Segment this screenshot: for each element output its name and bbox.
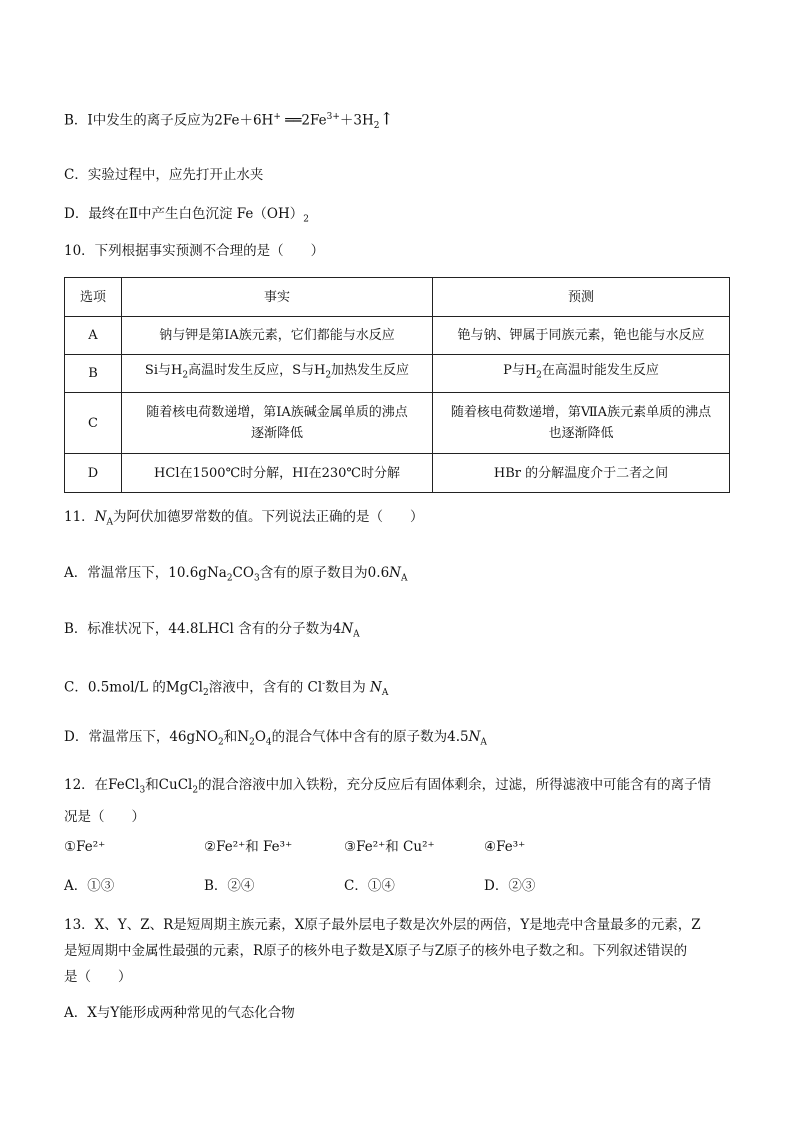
row-option: C (65, 393, 122, 454)
q12-stem: 12．在FeCl$_3$和CuCl$_2$的混合溶液中加入铁粉，充分反应后有固体剩余，过滤，所得滤液中可能含有的离子情 况是（ ） (64, 777, 712, 825)
choice-c: C．①④ (344, 878, 395, 894)
header-prediction: 预测 (433, 278, 730, 317)
table-row (65, 454, 730, 493)
ion-option-3: ③Fe²⁺和 Cu²⁺ (344, 839, 435, 855)
q9-option-d: D．最终在Ⅱ中产生白色沉淀 $Fe(OH)_2$ (64, 206, 309, 225)
row-prediction: 随着核电荷数递增，第ⅦA族元素单质的沸点 也逐渐降低 (433, 393, 730, 454)
row-fact: 随着核电荷数递增，第ⅠA族碱金属单质的沸点 逐渐降低 (122, 393, 433, 454)
row-option: D (65, 454, 122, 493)
q9-option-c: C．实验过程中，应先打开止水夹 (64, 167, 264, 183)
row-prediction: 铯与钠、钾属于同族元素，铯也能与水反应 (433, 317, 730, 355)
table-header-row (65, 278, 730, 317)
ion-option-2: ②Fe²⁺和 Fe³⁺ (204, 839, 293, 855)
q11-option-a: A．常温常压下，$10.6gNa_2CO_3$含有的原子数目为$0.6N_A$ (64, 565, 408, 584)
choice-a: A．①③ (64, 878, 115, 894)
table-row (65, 355, 730, 393)
row-fact: Si与$H_2$高温时发生反应，S与$H_2$加热发生反应 (122, 355, 433, 393)
header-fact: 事实 (122, 278, 433, 317)
row-fact: HCl在1500℃时分解，HI在230℃时分解 (122, 454, 433, 493)
q10-stem: 10．下列根据事实预测不合理的是（ ） (64, 243, 325, 259)
header-option: 选项 (65, 278, 122, 317)
ion-option-1: ①Fe²⁺ (64, 839, 106, 855)
q11-option-b: B．标准状况下，44.8LHCl 含有的分子数为$4N_A$ (64, 621, 360, 640)
row-prediction: HBr 的分解温度介于二者之间 (433, 454, 730, 493)
choice-b: B．②④ (204, 878, 255, 894)
row-option: A (65, 317, 122, 355)
q9-option-b: B．Ⅰ中发生的离子反应为2Fe＋6H+ $══2Fe^{3+}+3H_2↑$ (64, 109, 394, 132)
q11-option-c: C．0.5mol/L 的MgCl$_2$溶液中，含有的 Cl-数目为 $N_A$ (64, 679, 389, 699)
ion-option-4: ④Fe³⁺ (484, 839, 526, 855)
q10-table (64, 277, 730, 493)
table-row (65, 393, 730, 454)
q13-option-a: A．X与Y能形成两种常见的气态化合物 (64, 1005, 295, 1021)
q11-stem: 11．$N_A$为阿伏加德罗常数的值。下列说法正确的是（ ） (64, 509, 424, 528)
q11-option-d: D．常温常压下，46gNO$_2$和$N_2O_4$的混合气体中含有的原子数为$4.5N_A$ (64, 729, 487, 748)
row-option: B (65, 355, 122, 393)
row-prediction: P与$H_2$在高温时能发生反应 (433, 355, 730, 393)
choice-d: D．②③ (484, 878, 536, 894)
row-fact: 钠与钾是第ⅠA族元素，它们都能与水反应 (122, 317, 433, 355)
table-row (65, 317, 730, 355)
q13-stem: 13．X、Y、Z、R是短周期主族元素，X原子最外层电子数是次外层的两倍，Y是地壳中含量最多的元素，Z 是短周期中金属性最强的元素，R原子的核外电子数是X原子与Z原子的核外电子数之和。下列叙述错误的 是（ ） (64, 917, 701, 985)
